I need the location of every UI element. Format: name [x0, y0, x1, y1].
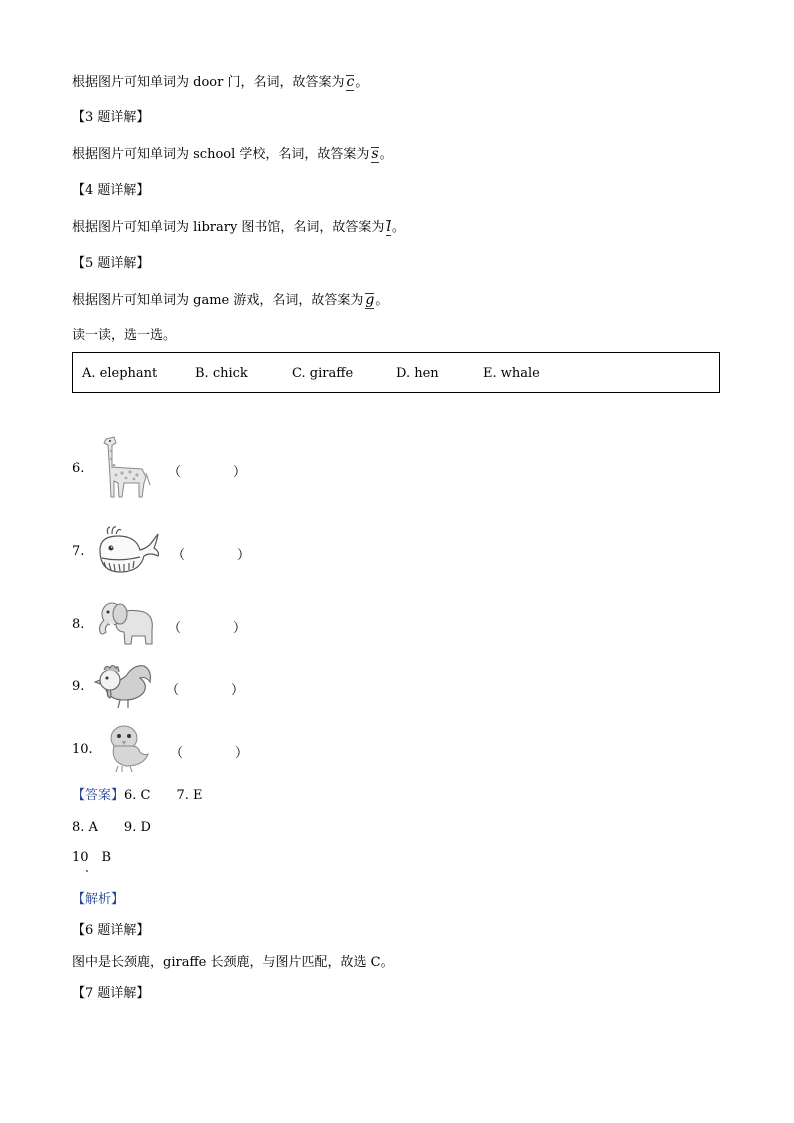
answer-letter: c: [346, 74, 355, 90]
option-c: C. giraffe: [292, 366, 354, 381]
heading-q3: 【3 题详解】: [72, 110, 150, 125]
question-number-6: 6.: [72, 461, 85, 476]
explanation-line-5: [72, 292, 388, 309]
explanation-line-6: 图中是长颈鹿，giraffe 长颈鹿，与图片匹配，故选 C。: [72, 955, 394, 970]
period: 。: [375, 293, 389, 308]
answer-letter: s: [371, 146, 379, 162]
answer-tag: 【答案】: [72, 788, 125, 803]
answer-letter: l: [386, 219, 391, 235]
option-e: E. whale: [483, 366, 540, 381]
option-a: A. elephant: [82, 366, 158, 381]
heading-q7: 【7 题详解】: [72, 986, 150, 1001]
answers-row-3: 10 B: [72, 850, 112, 865]
explanation-text: 根据图片可知单词为 game 游戏，名词，故答案为: [72, 293, 364, 308]
analysis-tag: 【解析】: [72, 892, 125, 907]
explanation-text: 根据图片可知单词为 door 门，名词，故答案为: [72, 75, 345, 90]
chick-icon: [104, 722, 154, 774]
answer-letter: g: [365, 292, 375, 308]
elephant-icon: [94, 596, 158, 650]
option-b: B. chick: [195, 366, 248, 381]
answer-paren-9: （ ）: [166, 683, 245, 698]
hen-icon: [92, 660, 156, 710]
period: 。: [379, 147, 393, 162]
heading-q6: 【6 题详解】: [72, 923, 150, 938]
period: 。: [391, 220, 405, 235]
explanation-text: 根据图片可知单词为 library 图书馆，名词，故答案为: [72, 220, 385, 235]
answer-paren-8: （ ）: [168, 621, 247, 636]
answer-paren-10: （ ）: [170, 746, 249, 761]
explanation-line-3: [72, 146, 393, 163]
option-d: D. hen: [396, 366, 439, 381]
whale-icon: [96, 524, 162, 578]
question-number-9: 9.: [72, 679, 85, 694]
instruction: 读一读，选一选。: [72, 328, 177, 343]
options-box: [72, 352, 720, 393]
question-number-10: 10.: [72, 742, 93, 757]
answer-paren-7: （ ）: [172, 548, 251, 563]
period: 。: [355, 75, 369, 90]
answers-row-2: 8. A 9. D: [72, 820, 151, 835]
question-number-7: 7.: [72, 544, 85, 559]
answer-paren-6: （ ）: [168, 465, 247, 480]
explanation-text: 根据图片可知单词为 school 学校，名词，故答案为: [72, 147, 370, 162]
question-number-8: 8.: [72, 617, 85, 632]
stray-dot: [86, 870, 88, 872]
heading-q5: 【5 题详解】: [72, 256, 150, 271]
heading-q4: 【4 题详解】: [72, 183, 150, 198]
explanation-line-4: [72, 219, 405, 236]
answers-row-1: [72, 788, 203, 804]
answers-text: 6. C 7. E: [124, 788, 203, 803]
giraffe-icon: [92, 433, 154, 501]
explanation-line-2: [72, 74, 368, 91]
